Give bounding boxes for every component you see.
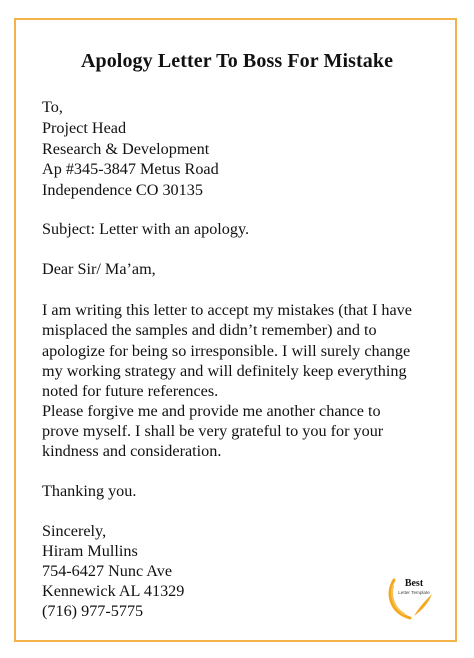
- recipient-line: To,: [42, 98, 63, 116]
- logo-text-sub: Letter Template: [398, 590, 430, 595]
- signoff-line: (716) 977-5775: [42, 602, 144, 620]
- recipient-line: Project Head: [42, 119, 127, 137]
- signoff-line: Kennewick AL 41329: [42, 582, 185, 600]
- body-line: Please forgive me and provide me another chance to: [42, 402, 381, 420]
- best-letter-logo: [384, 566, 440, 622]
- closing-thanks: Thanking you.: [42, 482, 137, 500]
- logo-text-main: Best: [404, 578, 424, 589]
- signoff-line: 754-6427 Nunc Ave: [42, 562, 173, 580]
- body-line: my working strategy and will definitely keep everything: [42, 362, 407, 380]
- body-line: misplaced the samples and didn’t remember) and to: [42, 321, 377, 339]
- signoff-line: Hiram Mullins: [42, 542, 138, 560]
- body-line: prove myself. I shall be very grateful to you for your: [42, 422, 384, 440]
- body-line: kindness and consideration.: [42, 442, 222, 460]
- recipient-line: Independence CO 30135: [42, 181, 203, 199]
- recipient-line: Ap #345-3847 Metus Road: [42, 160, 219, 178]
- recipient-line: Research & Development: [42, 140, 210, 158]
- body-line: noted for future references.: [42, 382, 219, 400]
- body-line: apologize for being so irresponsible. I will surely change: [42, 342, 411, 360]
- letter-title: Apology Letter To Boss For Mistake: [80, 50, 394, 72]
- body-line: I am writing this letter to accept my mistakes (that I have: [42, 301, 412, 319]
- subject-line: Subject: Letter with an apology.: [42, 220, 250, 238]
- salutation: Dear Sir/ Ma’am,: [42, 260, 156, 278]
- signoff-line: Sincerely,: [42, 522, 107, 540]
